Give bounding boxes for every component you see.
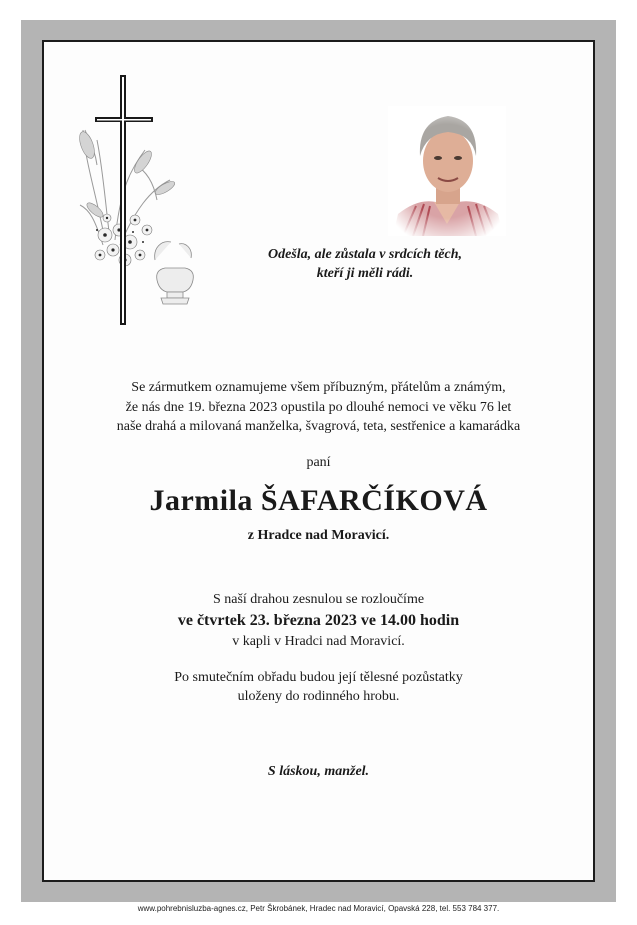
footer-contact: www.pohrebnisluzba-agnes.cz, Petr Škrobánek, Hradec nad Moravicí, Opavská 228, tel. 553 784 377. (137, 904, 500, 913)
ceremony-datetime: ve čtvrtek 23. března 2023 ve 14.00 hodin (177, 612, 460, 629)
burial-line-1: Po smutečním obřadu budou její tělesné pozůstatky (174, 670, 463, 685)
ceremony-line-1: S naší drahou zesnulou se rozloučíme (212, 592, 425, 607)
announcement-line-3: naše drahá a milovaná manželka, švagrová, teta, sestřenice a kamarádka (116, 419, 521, 434)
burial-info (0, 668, 637, 706)
announcement-line-2: že nás dne 19. března 2023 opustila po dlouhé nemoci ve věku 76 let (125, 399, 512, 415)
ceremony-info (0, 589, 637, 652)
portrait-photo (388, 106, 506, 236)
signature: S láskou, manžel. (267, 764, 370, 779)
motto-line-1: Odešla, ale zůstala v srdcích těch, (267, 247, 463, 262)
announcement-line-1: Se zármutkem oznamujeme všem příbuzným, přátelům a známým, (131, 380, 506, 395)
announcement-text (60, 378, 577, 437)
motto-line-2: kteří ji měli rádi. (316, 266, 414, 281)
burial-line-2: uloženy do rodinného hrobu. (237, 689, 400, 704)
motto (240, 245, 490, 283)
deceased-name: Jarmila ŠAFARČÍKOVÁ (149, 484, 488, 517)
deceased-origin: z Hradce nad Moravicí. (247, 528, 390, 543)
honorific: paní (306, 455, 331, 470)
ceremony-place: v kapli v Hradci nad Moravicí. (232, 634, 405, 649)
cross-with-flowers-icon (75, 70, 195, 330)
